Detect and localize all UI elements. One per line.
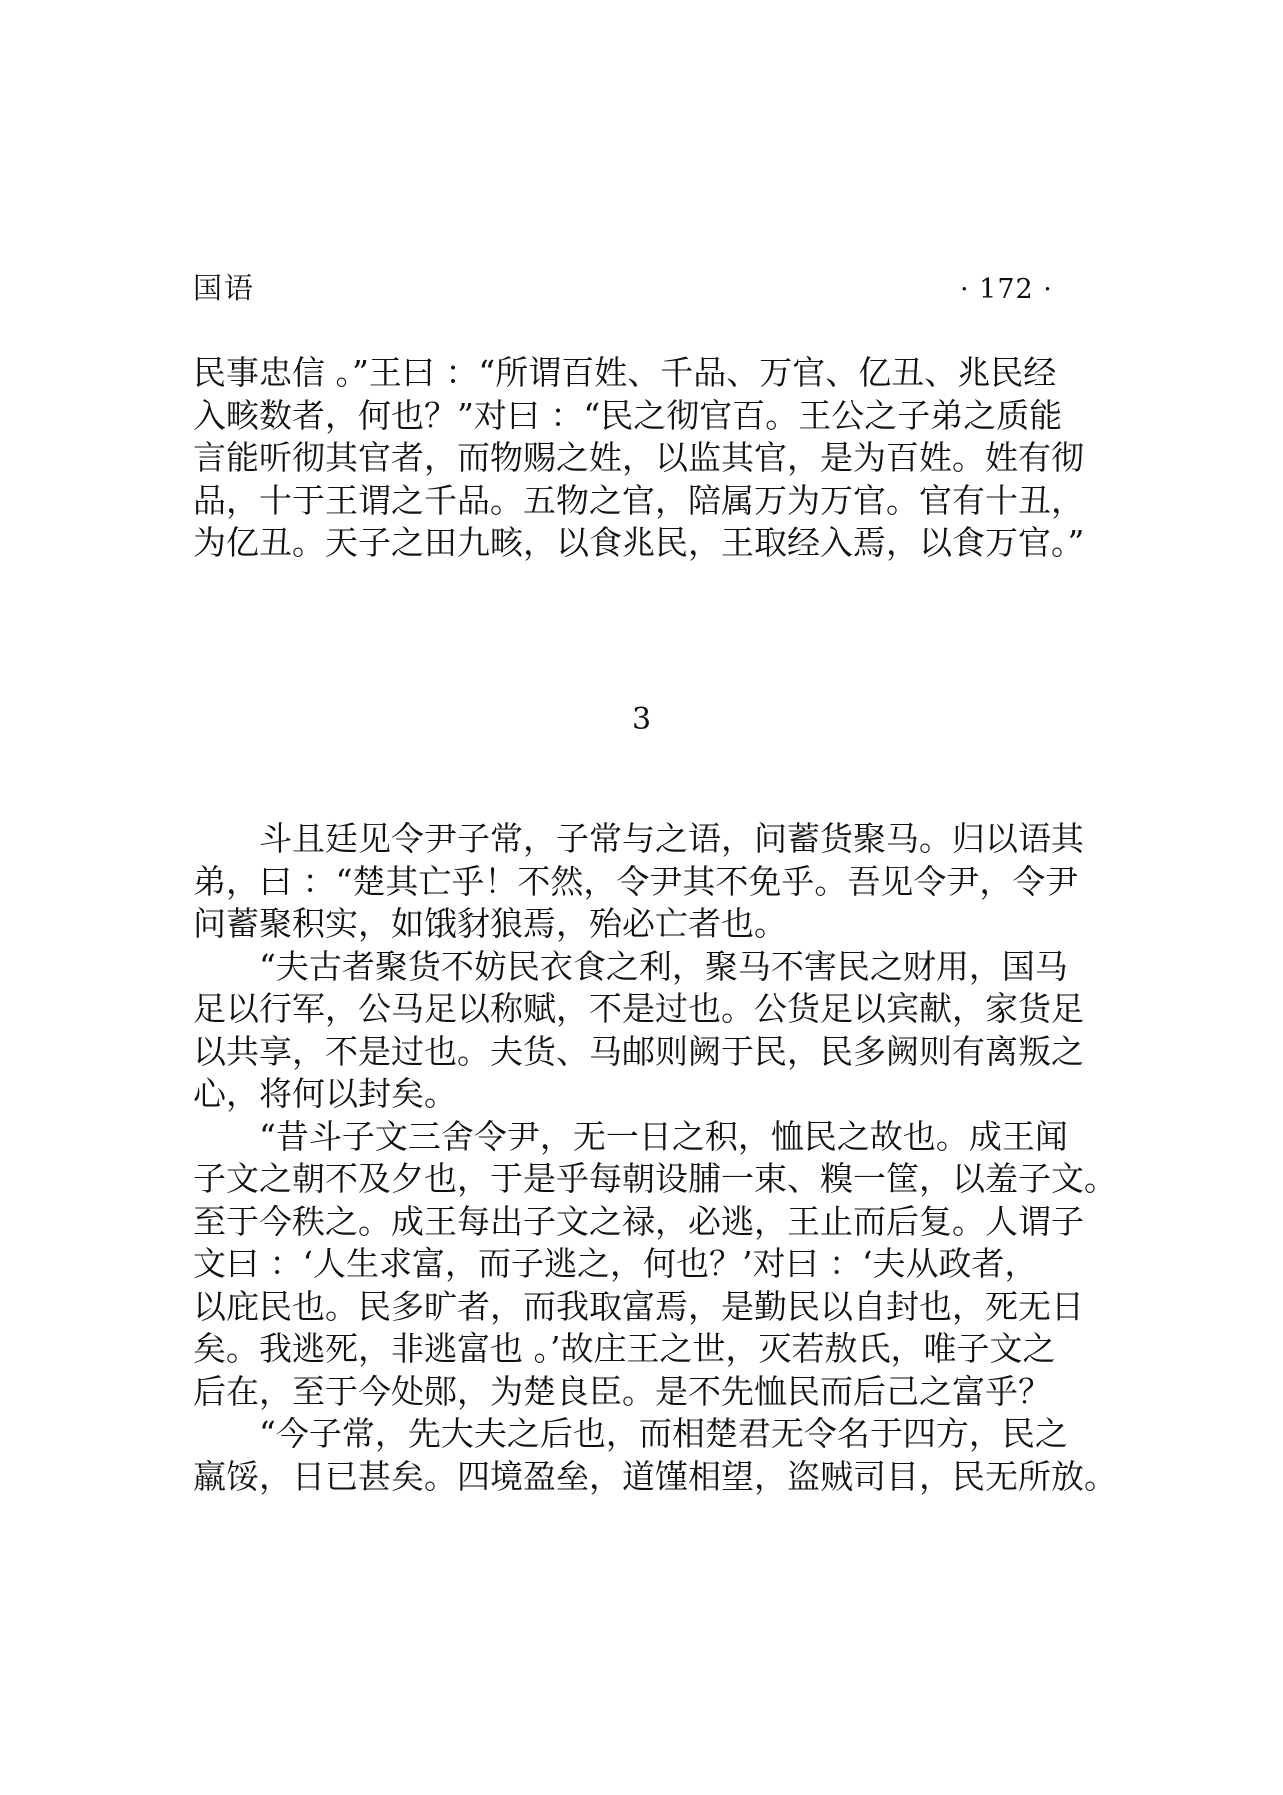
text-line: 后在，至于今处郧，为楚良臣。是不先恤民而后己之富乎？	[193, 1371, 1051, 1411]
book-title: 国语	[193, 271, 256, 305]
text-line: 民事忠信 。”王曰 ：“所谓百姓、千品、万官、亿丑、兆民经	[193, 353, 1057, 392]
text-line: 文曰 ：‘人生求富，而子逃之，何也？’对曰 ：‘夫从政者，	[193, 1244, 1038, 1283]
text-line: 矣。我逃死，非逃富也 。’故庄王之世，灭若敖氏，唯子文之	[193, 1329, 1056, 1368]
text-line: 以庇民也。民多旷者，而我取富焉，是勤民以自封也，死无日	[193, 1286, 1084, 1326]
text-line: 言能听彻其官者，而物赐之姓，以监其官，是为百姓。姓有彻	[193, 438, 1084, 477]
text-line: 弟，曰 ：“楚其亡乎！不然，令尹其不免乎。吾见令尹，令尹	[193, 861, 1079, 901]
text-line: 问蓄聚积实，如饿豺狼焉，殆必亡者也。	[193, 904, 787, 943]
text-line: 入畡数者，何也？”对曰 ：“民之彻官百。王公之子弟之质能	[193, 395, 1063, 435]
text-line: “昔斗子文三舍令尹，无一日之积，恤民之故也。成王闻	[259, 1116, 1068, 1156]
text-line: 以共享，不是过也。夫货、马邮则阙于民，民多阙则有离叛之	[193, 1031, 1084, 1071]
page-number: · 172 ·	[960, 274, 1053, 305]
section-number: 3	[631, 702, 652, 737]
paragraph	[193, 946, 1113, 1116]
paragraph	[193, 1116, 1117, 1414]
text-line: 至于今秩之。成王每出子文之禄，必逃，王止而后复。人谓子	[193, 1201, 1084, 1241]
text-line: 羸馁，日已甚矣。四境盈垒，道馑相望，盗贼司目，民无所放。	[193, 1456, 1117, 1496]
section-body	[193, 818, 1117, 1498]
text-line: 足以行军，公马足以称赋，不是过也。公货足以宾献，家货足	[193, 989, 1084, 1028]
paragraph	[193, 1413, 1117, 1498]
text-line: “今子常，先大夫之后也，而相楚君无令名于四方，民之	[259, 1414, 1068, 1453]
paragraph	[193, 818, 1113, 946]
text-line: 心，将何以封矣。	[193, 1074, 457, 1113]
text-line: “夫古者聚货不妨民衣食之利，聚马不害民之财用，国马	[259, 946, 1068, 986]
continued-passage	[193, 352, 1113, 565]
text-line: 子文之朝不及夕也，于是乎每朝设脯一束、糗一筐，以羞子文。	[193, 1159, 1117, 1198]
text-line: 斗且廷见令尹子常，子常与之语，问蓄货聚马。归以语其	[259, 819, 1084, 858]
text-line: 品，十于王谓之千品。五物之官，陪属万为万官。官有十丑，	[193, 480, 1084, 520]
text-line: 为亿丑。天子之田九畡，以食兆民，王取经入焉，以食万官。”	[193, 523, 1085, 562]
